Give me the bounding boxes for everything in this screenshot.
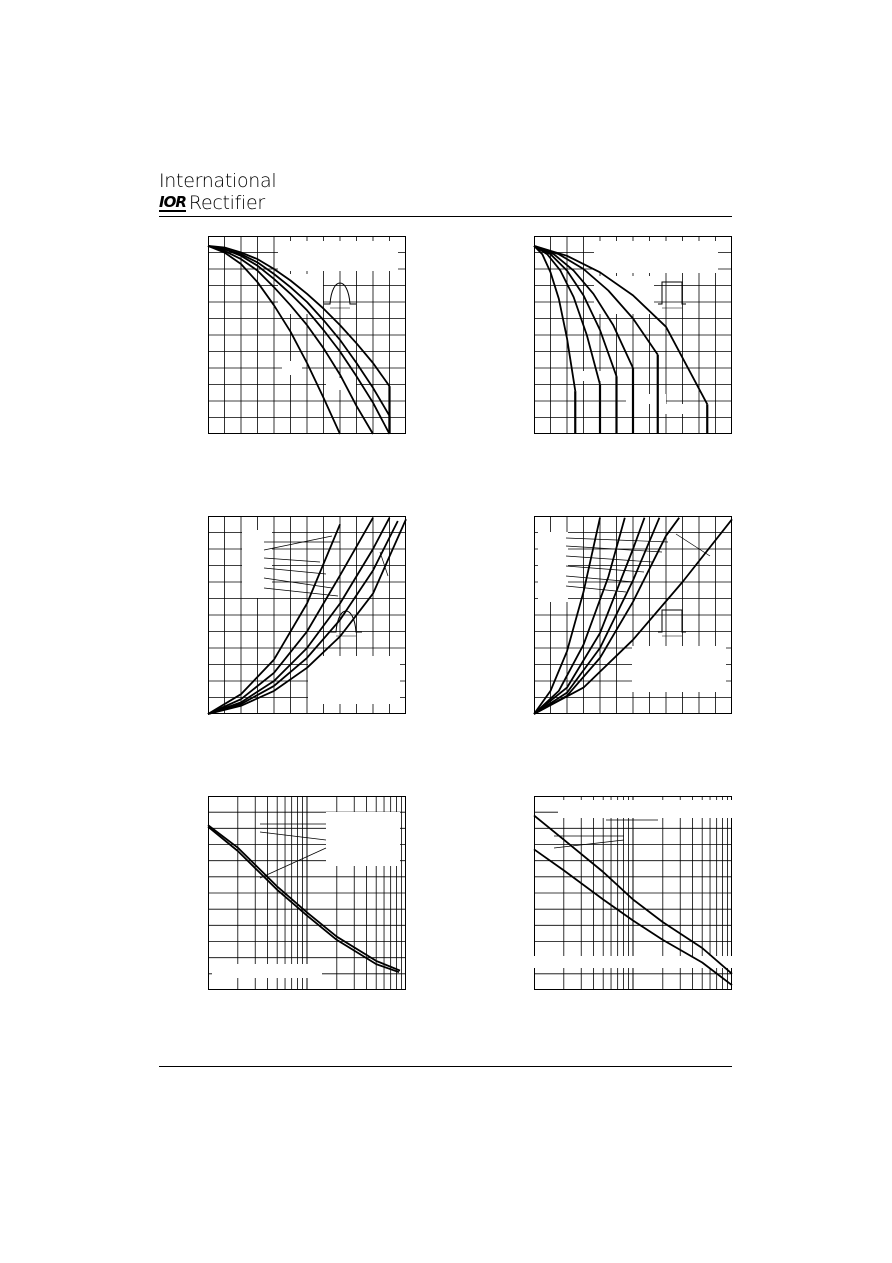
label-mask [538,532,568,602]
logo-mark: IOR [159,192,186,211]
chart-5 [208,796,406,990]
chart-5-plot [208,796,406,990]
header-rule [159,216,732,217]
chart-6-plot [534,796,732,990]
label-mask [278,241,398,271]
chart-3-svg [208,516,406,714]
footer-rule [159,1066,732,1067]
chart-1-plot [208,236,406,434]
label-mask [212,964,322,978]
chart-6 [534,796,732,990]
logo-company-name-line2: Rectifier [188,192,265,214]
chart-6-svg [534,796,732,990]
logo-line2 [159,193,265,213]
chart-4-svg [534,516,732,714]
logo-company-name-line1: International [159,170,277,192]
label-mask [632,646,726,692]
chart-2-plot [534,236,732,434]
chart-3-plot [208,516,406,714]
chart-2-svg [534,236,732,434]
chart-5-svg [208,796,406,990]
label-mask [242,530,272,598]
label-mask [282,361,302,375]
chart-1 [208,236,406,434]
chart-4 [534,516,732,714]
chart-1-svg [208,236,406,434]
chart-2 [534,236,732,434]
label-mask [326,378,356,390]
label-mask [594,241,718,273]
chart-4-plot [534,516,732,714]
label-mask [558,800,732,818]
label-mask [326,812,400,866]
label-mask [578,371,608,381]
label-mask [278,274,323,314]
company-logo [159,170,299,218]
chart-3 [208,516,406,714]
label-mask [308,656,400,704]
